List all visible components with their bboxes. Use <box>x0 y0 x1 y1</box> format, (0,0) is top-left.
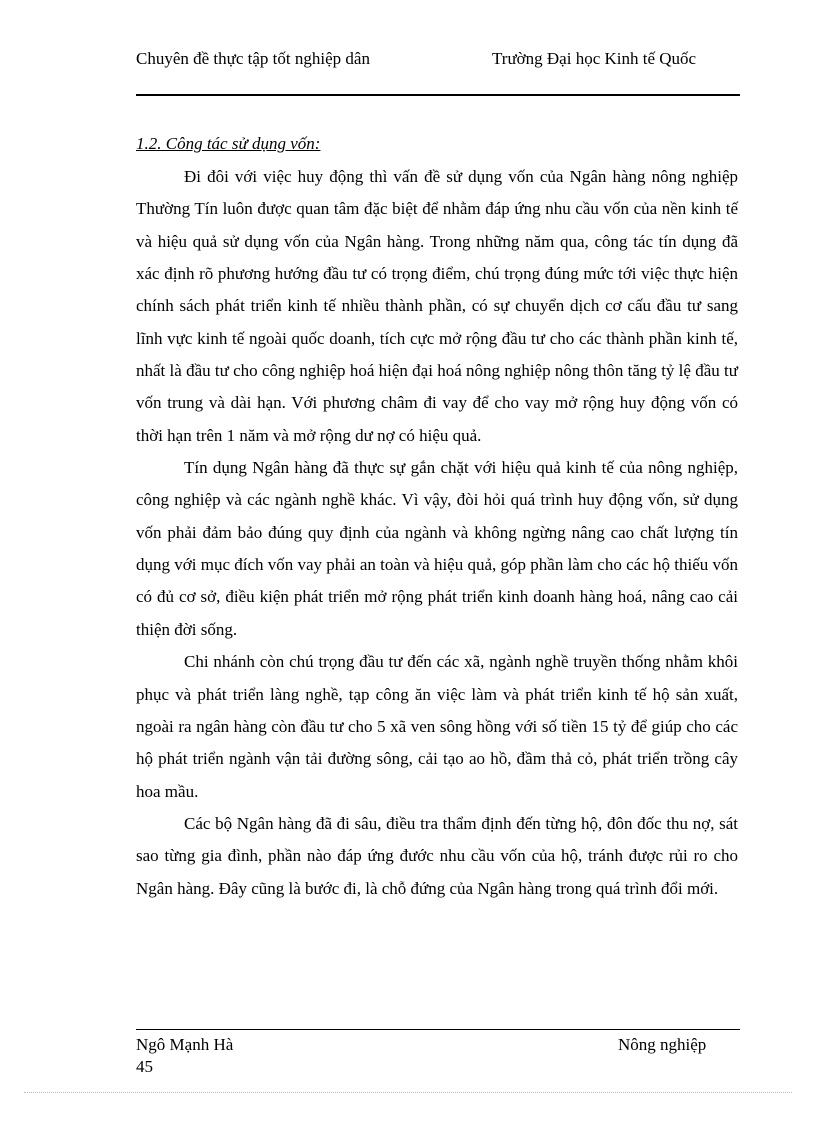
paragraph: Chi nhánh còn chú trọng đầu tư đến các xã, ngành nghề truyền thống nhằm khôi phục và phát triển làng nghề, tạp công ăn việc làm và phát triển kinh tế hộ sản xuất, ngoài ra ngân hàng còn đầu tư cho 5 xã ven sông hồng với số tiền 15 tỷ để giúp cho các hộ phát triển ngành vận tải đường sông, cải tạo ao hồ, đầm thả cỏ, phát triển trồng cây hoa mầu. <box>136 652 738 801</box>
footer-right-text: Nông nghiệp <box>618 1035 707 1054</box>
header-left-text: Chuyên đề thực tập tốt nghiệp dân <box>136 49 370 68</box>
footer-author: Ngô Mạnh Hà <box>136 1035 234 1054</box>
paragraph: Các bộ Ngân hàng đã đi sâu, điều tra thẩm định đến từng hộ, đôn đốc thu nợ, sát sao từng gia đình, phần nào đáp ứng đước nhu cầu vốn của hộ, tránh được rủi ro cho Ngân hàng. Đây cũng là bước đi, là chỗ đứng của Ngân hàng trong quá trình đổi mới. <box>136 813 738 898</box>
header-right-text: Trường Đại học Kinh tế Quốc <box>492 49 697 68</box>
page-header <box>136 48 740 96</box>
paragraph: Tín dụng Ngân hàng đã thực sự gắn chặt với hiệu quả kinh tế của nông nghiệp, công nghiệp và các ngành nghề khác. Vì vậy, đòi hỏi quá trình huy động vốn, sử dụng vốn phải đảm bảo đúng quy định của ngành và không ngừng nâng cao chất lượng tín dụng với mục đích vốn vay phải an toàn và hiệu quả, góp phần làm cho các hộ thiếu vốn có đủ cơ sở, điều kiện phát triển mở rộng phát triển kinh doanh hàng hoá, nâng cao cải thiện đời sống. <box>136 458 738 639</box>
section-title: 1.2. Công tác sử dụng vốn: <box>136 134 321 153</box>
body-text <box>136 161 738 905</box>
footer-page-number: 45 <box>136 1057 153 1076</box>
page-footer <box>136 1029 740 1076</box>
page-edge-divider <box>24 1092 792 1093</box>
paragraph: Đi đôi với việc huy động thì vấn đề sử dụng vốn của Ngân hàng nông nghiệp Thường Tín luôn được quan tâm đặc biệt để nhằm đáp ứng nhu cầu vốn của nền kinh tế và hiệu quả sử dụng vốn của Ngân hàng. Trong những năm qua, công tác tín dụng đã xác định rõ phương hướng đầu tư có trọng điểm, chú trọng đúng mức tới việc thực hiện chính sách phát triển kinh tế nhiều thành phần, có sự chuyển dịch cơ cấu đầu tư sang lĩnh vực kinh tế ngoài quốc doanh, tích cực mở rộng đầu tư cho các thành phần kinh tế, nhất là đầu tư cho công nghiệp hoá hiện đại hoá nông nghiệp nông thôn tăng tỷ lệ đầu tư vốn trung và dài hạn. Với phương châm đi vay để cho vay mở rộng huy động vốn có thời hạn trên 1 năm và mở rộng dư nợ có hiệu quả. <box>136 167 738 445</box>
